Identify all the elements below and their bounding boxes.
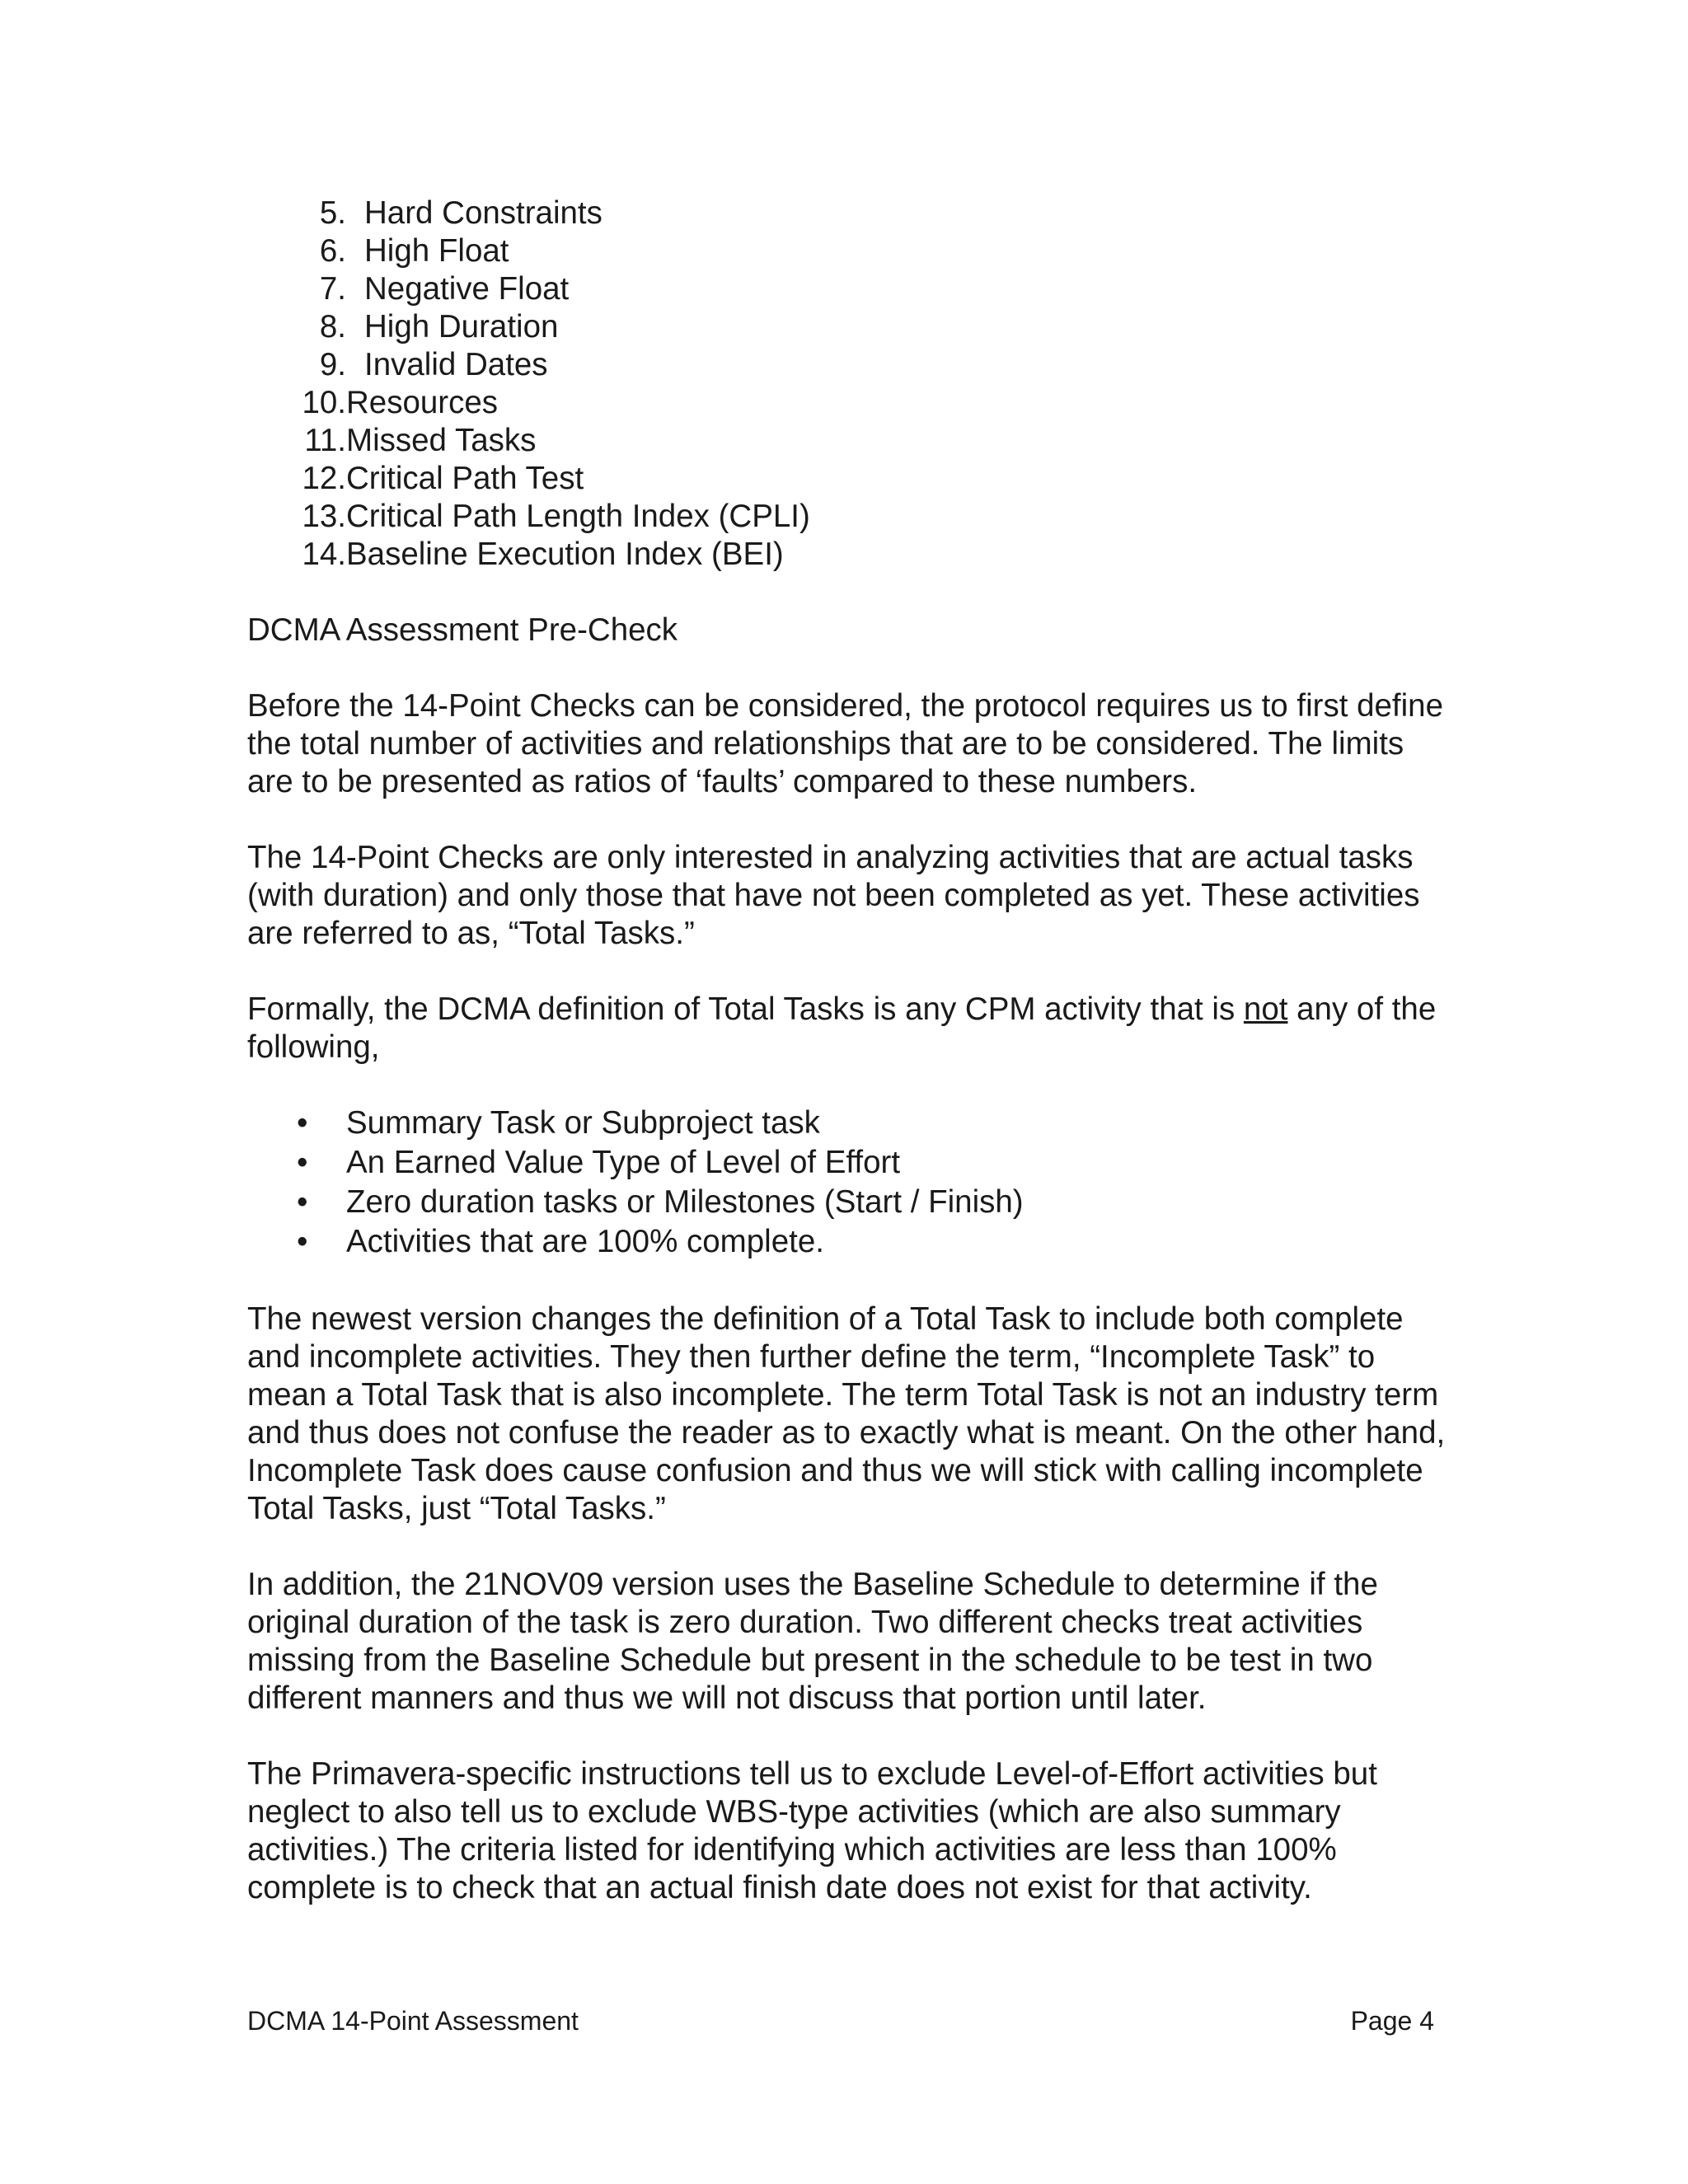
paragraph: Before the 14-Point Checks can be considered, the protocol requires us to first define the total number of activities and relationships that are to be considered. The limits are to be presented as ratios of ‘faults’ compared to these numbers. (247, 688, 1443, 799)
list-number: 7. (319, 271, 346, 307)
list-text: Negative Float (364, 271, 570, 307)
list-item (247, 460, 1451, 498)
list-item (247, 498, 1451, 536)
bullet-item (247, 1223, 1451, 1263)
paragraph: In addition, the 21NOV09 version uses the Baseline Schedule to determine if the original duration of the task is zero duration. Two different checks treat activities missing from the Baseline Schedule but present in the schedule to be test in two different manners and thus we will not discuss that portion until later. (247, 1567, 1378, 1716)
list-item (247, 536, 1451, 574)
list-text: Critical Path Length Index (CPLI) (346, 499, 810, 534)
list-number: 9. (319, 347, 346, 382)
list-number: 5. (319, 195, 346, 231)
list-text: High Float (364, 233, 509, 269)
list-number: 14. (302, 537, 346, 572)
list-text: Critical Path Test (346, 461, 584, 496)
paragraph-text: any of the following, (247, 991, 1437, 1065)
list-number: 10. (302, 385, 346, 420)
list-text: Hard Constraints (364, 195, 603, 231)
list-item (247, 270, 1451, 308)
bullet-list (247, 1104, 1451, 1263)
page-number: Page 4 (1350, 2006, 1434, 2036)
bullet-text: Summary Task or Subproject task (346, 1105, 820, 1141)
bullet-text: An Earned Value Type of Level of Effort (346, 1145, 901, 1180)
list-text: Baseline Execution Index (BEI) (346, 537, 784, 572)
list-item (247, 308, 1451, 346)
list-item (247, 194, 1451, 232)
footer-title: DCMA 14-Point Assessment (247, 2006, 579, 2036)
list-number: 11. (304, 423, 346, 458)
list-number: 8. (319, 309, 346, 344)
paragraph: The 14-Point Checks are only interested in analyzing activities that are actual tasks (with duration) and only those that have not been completed as yet. These activities are referred to as, “Total Tasks.” (247, 840, 1420, 951)
list-item (247, 422, 1451, 460)
underlined-word: not (1243, 991, 1288, 1027)
bullet-icon: • (297, 1145, 308, 1180)
bullet-item (247, 1183, 1451, 1223)
list-number: 13. (302, 499, 346, 534)
bullet-icon: • (297, 1105, 308, 1141)
paragraph: The Primavera-specific instructions tell us to exclude Level-of-Effort activities but neglect to also tell us to exclude WBS-type activities (which are also summary activities.) The criteria listed for identifying which activities are less than 100% complete is to check that an actual finish date does not exist for that activity. (247, 1756, 1377, 1905)
bullet-icon: • (297, 1224, 308, 1259)
bullet-icon: • (297, 1184, 308, 1220)
list-text: High Duration (364, 309, 559, 344)
list-text: Resources (346, 385, 499, 420)
paragraph (247, 991, 1451, 1066)
paragraph: The newest version changes the definition of a Total Task to include both complete and incomplete activities. They then further define the term, “Incomplete Task” to mean a Total Task that is also incomplete. The term Total Task is not an industry term and thus does not confuse the reader as to exactly what is meant. On the other hand, Incomplete Task does cause confusion and thus we will stick with calling incomplete Total Tasks, just “Total Tasks.” (247, 1301, 1446, 1526)
list-text: Invalid Dates (364, 347, 548, 382)
numbered-list (247, 194, 1451, 574)
list-item (247, 346, 1451, 384)
list-text: Missed Tasks (346, 423, 537, 458)
list-number: 6. (319, 233, 346, 269)
list-item (247, 384, 1451, 422)
page-content (247, 194, 1451, 1945)
bullet-item (247, 1104, 1451, 1144)
section-heading: DCMA Assessment Pre-Check (247, 612, 678, 648)
list-item (247, 232, 1451, 270)
bullet-text: Zero duration tasks or Milestones (Start / Finish) (346, 1184, 1024, 1220)
bullet-item (247, 1144, 1451, 1183)
page-footer (247, 2004, 1434, 2037)
list-number: 12. (302, 461, 346, 496)
paragraph-text: Formally, the DCMA definition of Total Tasks is any CPM activity that is (247, 991, 1244, 1027)
bullet-text: Activities that are 100% complete. (346, 1224, 824, 1259)
